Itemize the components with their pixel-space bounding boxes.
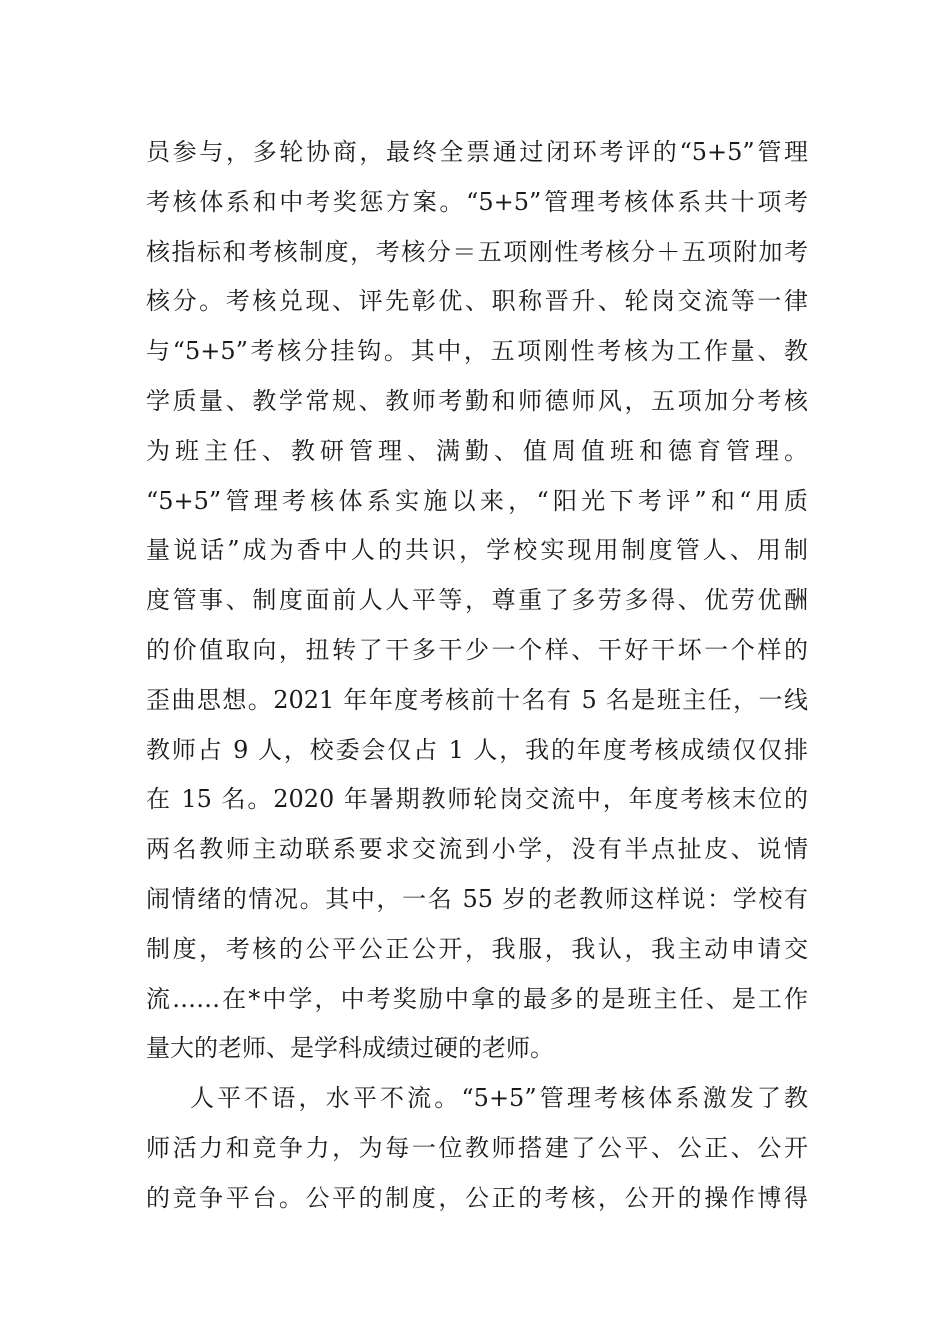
text-line: 两名教师主动联系要求交流到小学，没有半点扯皮、说情 (146, 835, 808, 864)
text-line: 核分。考核兑现、评先彰优、职称晋升、轮岗交流等一律 (146, 287, 808, 316)
paragraph-2 (146, 1074, 808, 1223)
text-line: 量大的老师、是学科成绩过硬的老师。 (146, 1034, 554, 1063)
text-line: 歪曲思想。2021 年年度考核前十名有 5 名是班主任，一线 (146, 685, 808, 714)
text-line: 教师占 9 人，校委会仅占 1 人，我的年度考核成绩仅仅排 (146, 735, 808, 764)
text-line: 考核体系和中考奖惩方案。“5+5”管理考核体系共十项考 (146, 187, 808, 216)
text-line: 闹情绪的情况。其中，一名 55 岁的老教师这样说：学校有 (146, 884, 808, 913)
document-body (146, 128, 808, 1224)
text-line: 的价值取向，扭转了干多干少一个样、干好干坏一个样的 (146, 635, 808, 664)
text-line: 学质量、教学常规、教师考勤和师德师风，五项加分考核 (146, 386, 808, 415)
text-line: 核指标和考核制度，考核分＝五项刚性考核分＋五项附加考 (146, 237, 808, 266)
text-line: 量说话”成为香中人的共识，学校实现用制度管人、用制 (146, 536, 808, 565)
text-line: 人平不语，水平不流。“5+5”管理考核体系激发了教 (190, 1084, 808, 1113)
text-line: 与“5+5”考核分挂钩。其中，五项刚性考核为工作量、教 (146, 337, 808, 366)
text-line: 度管事、制度面前人人平等，尊重了多劳多得、优劳优酬 (146, 586, 808, 615)
paragraph-1 (146, 128, 808, 1074)
text-line: 师活力和竞争力，为每一位教师搭建了公平、公正、公开 (146, 1133, 808, 1162)
text-line: 流……在*中学，中考奖励中拿的最多的是班主任、是工作 (146, 984, 808, 1013)
text-line: 为班主任、教研管理、满勤、值周值班和德育管理。 (146, 436, 808, 465)
text-line: 制度，考核的公平公正公开，我服，我认，我主动申请交 (146, 934, 808, 963)
text-line: “5+5”管理考核体系实施以来，“阳光下考评”和“用质 (146, 486, 808, 515)
text-line: 在 15 名。2020 年暑期教师轮岗交流中，年度考核末位的 (146, 785, 808, 814)
text-line: 员参与，多轮协商，最终全票通过闭环考评的“5+5”管理 (146, 138, 808, 166)
text-line: 的竞争平台。公平的制度，公正的考核，公开的操作博得 (146, 1183, 808, 1212)
